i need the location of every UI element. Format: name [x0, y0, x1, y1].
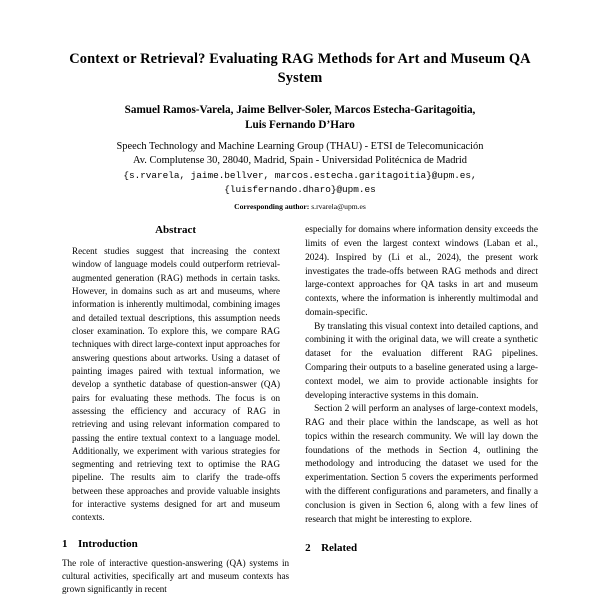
- right-column-paragraph-1: especially for domains where information density exceeds the limits of even the largest context windows (Laban et al., 2024). Inspired by (Li et al., 2024), the present work investigates the trade-offs between RAG methods and direct large-context approaches for QA tasks in art and museum contexts, where the information is inherently multimodal and domain-specific.: [305, 225, 538, 318]
- abstract-paragraph: Recent studies suggest that increasing the context window of language models could outperform retrieval-augmented generation (RAG) methods in certain tasks. However, in domains such as art and museums, where information is inherently multimodal, combining images and detailed textual descriptions, this assumption needs closer examination. To explore this, we compare RAG techniques with direct large-context input approaches for answering questions about artworks. Using a dataset of painting images paired with textual information, we develop a synthetic database of question-answer (QA) pairs for evaluating these methods. The focus is on assessing the efficiency and accuracy of RAG in retrieving and using relevant information compared to passing the entire textual context to a language model. Additionally, we experiment with various strategies for segmenting and retrieving text to optimise the RAG pipeline. The results aim to clarify the trade-offs between these approaches and provide valuable insights for interactive systems designed for art and museum contexts.: [72, 246, 281, 523]
- corresponding-author: [62, 202, 538, 211]
- email-line-1: {s.rvarela, jaime.bellver, marcos.estecha.garitagoitia}@upm.es,: [123, 170, 477, 182]
- abstract-body: [62, 245, 289, 525]
- section-number: 2: [305, 542, 311, 555]
- section-title: Introduction: [78, 537, 138, 550]
- author-line-2: Luis Fernando D’Haro: [245, 118, 355, 131]
- right-column: [305, 224, 538, 561]
- right-column-paragraph-2: By translating this visual context into detailed captions, and combining it with the original data, we will create a synthetic dataset for the evaluation different RAG pipelines. Comparing their outputs to a baseline generated using a large-context model, we aim to provide actionable insights for developing interactive systems in this domain.: [305, 321, 538, 401]
- section-heading-related: [305, 542, 538, 554]
- author-line-1: Samuel Ramos-Varela, Jaime Bellver-Soler, Marcos Estecha-Garitagoitia,: [124, 104, 476, 117]
- corresponding-author-label: Corresponding author:: [234, 202, 310, 212]
- left-column: [62, 224, 295, 597]
- author-emails: [62, 169, 538, 196]
- author-list: [62, 103, 538, 133]
- affiliation-block: [62, 140, 538, 168]
- affiliation-line-1: Speech Technology and Machine Learning Group (THAU) - ETSI de Telecomunicación: [116, 140, 484, 152]
- affiliation-line-2: Av. Complutense 30, 28040, Madrid, Spain - Universidad Politécnica de Madrid: [133, 154, 467, 166]
- email-line-2: {luisfernando.dharo}@upm.es: [224, 183, 376, 195]
- right-column-paragraph-3: Section 2 will perform an analyses of large-context models, RAG and their place within the landscape, as well as hot topics within the research community. We will lay down the foundations of the methods in Section 4, outlining the methodology and introducing the dataset we used for the experimentation. Section 5 covers the experiments performed with the different configurations and parameters, and finally a conclusion is given in Section 6, along with a few lines of research that might be interesting to explore.: [305, 404, 538, 525]
- abstract-heading: Abstract: [155, 224, 196, 237]
- section-heading-introduction: [62, 538, 289, 550]
- body-columns: [62, 224, 538, 597]
- introduction-paragraph-1: The role of interactive question-answering (QA) systems in cultural activities, specifically art and museum contexts has grown significantly in recent: [62, 557, 290, 595]
- page-title: Context or Retrieval? Evaluating RAG Methods for Art and Museum QA System: [69, 51, 531, 87]
- section-title: Related: [321, 542, 358, 555]
- corresponding-author-email: s.rvarela@upm.es: [311, 202, 366, 212]
- section-number: 1: [62, 537, 68, 550]
